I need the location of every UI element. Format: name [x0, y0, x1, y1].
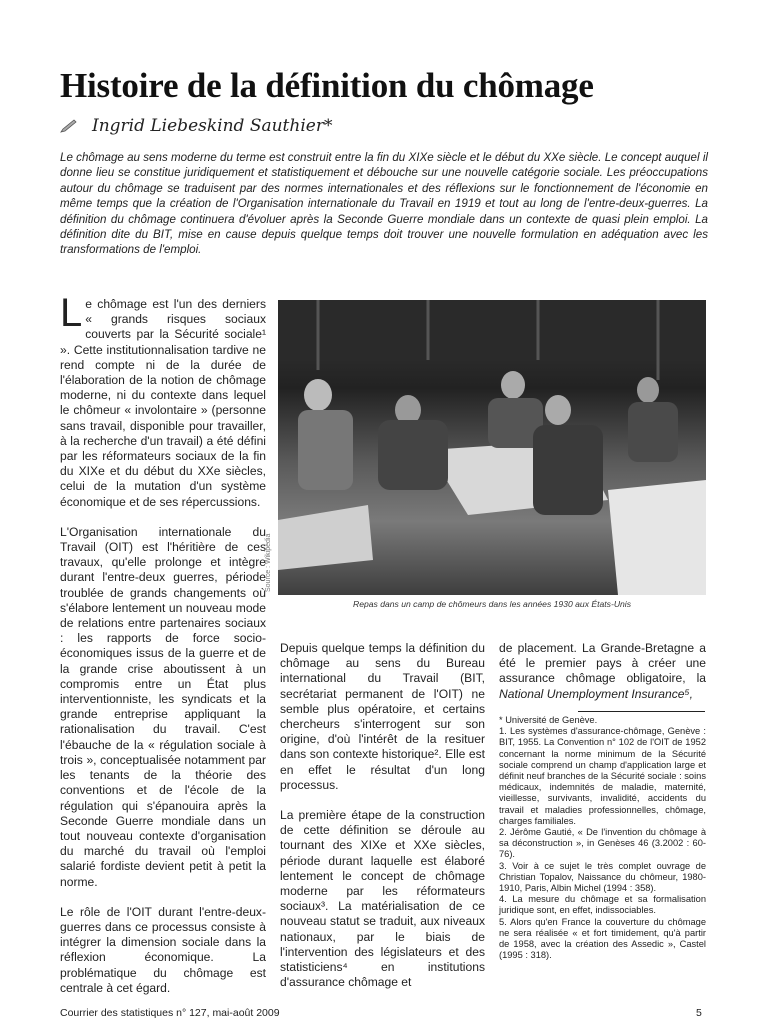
paragraph: L'Organisation internationale du Travail (OIT) est l'héritière de ces travaux, qu'elle prolonge et intègre durant l'entre-deux guerres, période troublée de grands changements où s'élabore lentement un nouveau mode de relations entre partenaires sociaux : les rapports de force socio-économiques issus de la guerre et de la grande crise aboutissent à un compromis entre un État plus interventionniste, les syndicats et la grande entreprise appliquant la rationalisation du travail. C'est l'ébauche de la « régulation sociale à trois », conceptualisée notamment par les tenants de la théorie des conventions et de l'école de la régulation qui s'épanouira après la Seconde Guerre mondiale dans un tout nouveau contexte d'organisation du marché du travail où l'emploi salarié fordiste devient petit à petit la norme.: [60, 524, 266, 889]
paragraph-italic: National Unemployment Insurance⁵,: [499, 686, 693, 701]
photo-caption: Repas dans un camp de chômeurs dans les années 1930 aux États-Unis: [352, 599, 632, 609]
photo-source: Source : Wikipédia: [265, 533, 272, 592]
footnote-divider: [578, 711, 705, 712]
column-right: [499, 641, 706, 717]
author-line: [60, 116, 332, 136]
footnote: * Université de Genève.: [499, 715, 598, 725]
footnote: 1. Les systèmes d'assurance-chômage, Genève : BIT, 1955. La Convention n° 102 de l'OIT de 1952 concernant la norme minimum de la Sécurité sociale comprend un champ d'application large et définit neuf branches de la Sécurité sociale : soins médicaux, indemnités de maladie, maternité, vieillesse, survivants, invalidité, accidents du travail et maladies professionnelles, chômage, charges familiales.: [499, 726, 706, 826]
author-name: Ingrid Liebeskind Sauthier*: [92, 116, 333, 136]
abstract: Le chômage au sens moderne du terme est construit entre la fin du XIXe siècle et le début du XXe siècle. Le concept auquel il donne lieu se constitue juridiquement et statistiquement et débouche sur une nouvelle catégorie sociale. Les préoccupations autour du chômage se traduisent par des normes internationales et des réflexions sur le fonctionnement de l'économie en même temps que la création de l'Organisation internationale du Travail en 1919 et tout au long de l'entre-deux-guerres. La définition du chômage continuera d'évoluer après la Seconde Guerre mondiale dans un contexte de quasi plein emploi. La définition dite du BIT, mise en cause depuis quelque temps doit trouver une nouvelle formulation en adéquation avec les transformations de l'emploi.: [60, 151, 708, 257]
footnote: 5. Alors qu'en France la couverture du chômage ne sera réalisée « et fort timidement, qu'à partir de 1958, avec la création des Assedic », Castel (1995 : 318).: [499, 916, 706, 961]
paragraph: [60, 291, 266, 510]
footer-publication: Courrier des statistiques n° 127, mai-août 2009: [60, 1007, 280, 1019]
footnote: 2. Jérôme Gautié, « De l'invention du chômage à sa déconstruction », in Genèses 46 (3.2002 : 60-76).: [499, 827, 706, 860]
column-middle: [280, 641, 485, 1005]
paragraph-text: e chômage est l'un des derniers « grands risques sociaux couverts par la Sécurité sociale¹ ». Cette institutionnalisation tardive ne rend compte ni de la durée de l'élaboration de la notion de chômage moderne, ni du contexte dans lequel le chômeur « involontaire » (personne sans travail, disponible pour travailler, à la recherche d'un travail) a été défini par les réformateurs sociaux de la fin du XIXe et du début du XXe siècles, celui de la mutation d'un système économique et de ses répercussions.: [60, 297, 266, 509]
paragraph-text: de placement. La Grande-Bretagne a été le premier pays à créer une assurance chômage obligatoire, la: [499, 641, 706, 686]
paragraph: Depuis quelque temps la définition du chômage au sens du Bureau international du Travail (BIT, secrétariat permanent de l'OIT) ne semble plus opératoire, et certains chercheurs s'interrogent sur son origine, d'où l'intérêt de la resituer dans son contexte historique². Elle est en effet le résultat d'un long processus.: [280, 641, 485, 792]
page-number: 5: [696, 1007, 702, 1019]
pen-icon: [60, 119, 78, 133]
photo-illustration: [278, 300, 706, 595]
article-title: Histoire de la définition du chômage: [60, 66, 594, 105]
paragraph: La première étape de la construction de cette définition se déroule au tournant des XIXe et XXe siècles, période durant laquelle est élaboré lentement le concept de chômage moderne par les réformateurs sociaux³. La matérialisation de ce nouveau statut se traduit, aux niveaux nationaux, par le biais de l'intervention des législateurs et des statisticiens⁴ en institutions d'assurance chômage et: [280, 808, 485, 990]
drop-cap: L: [60, 291, 83, 335]
paragraph: [499, 641, 706, 702]
column-left: [60, 291, 266, 1011]
footnotes: [499, 715, 706, 961]
footnote: 4. La mesure du chômage et sa formalisation juridique sont, en effet, indissociables.: [499, 894, 706, 916]
footnote: 3. Voir à ce sujet le très complet ouvrage de Christian Topalov, Naissance du chômeur, 1980-1910, Paris, Albin Michel (1994 : 358).: [499, 860, 706, 894]
paragraph: Le rôle de l'OIT durant l'entre-deux-guerres dans ce processus consiste à intégrer la dimension sociale dans la réflexion économique. La problématique du chômage est centrale à cet égard.: [60, 904, 266, 995]
photo-unemployment-camp: [278, 300, 706, 595]
